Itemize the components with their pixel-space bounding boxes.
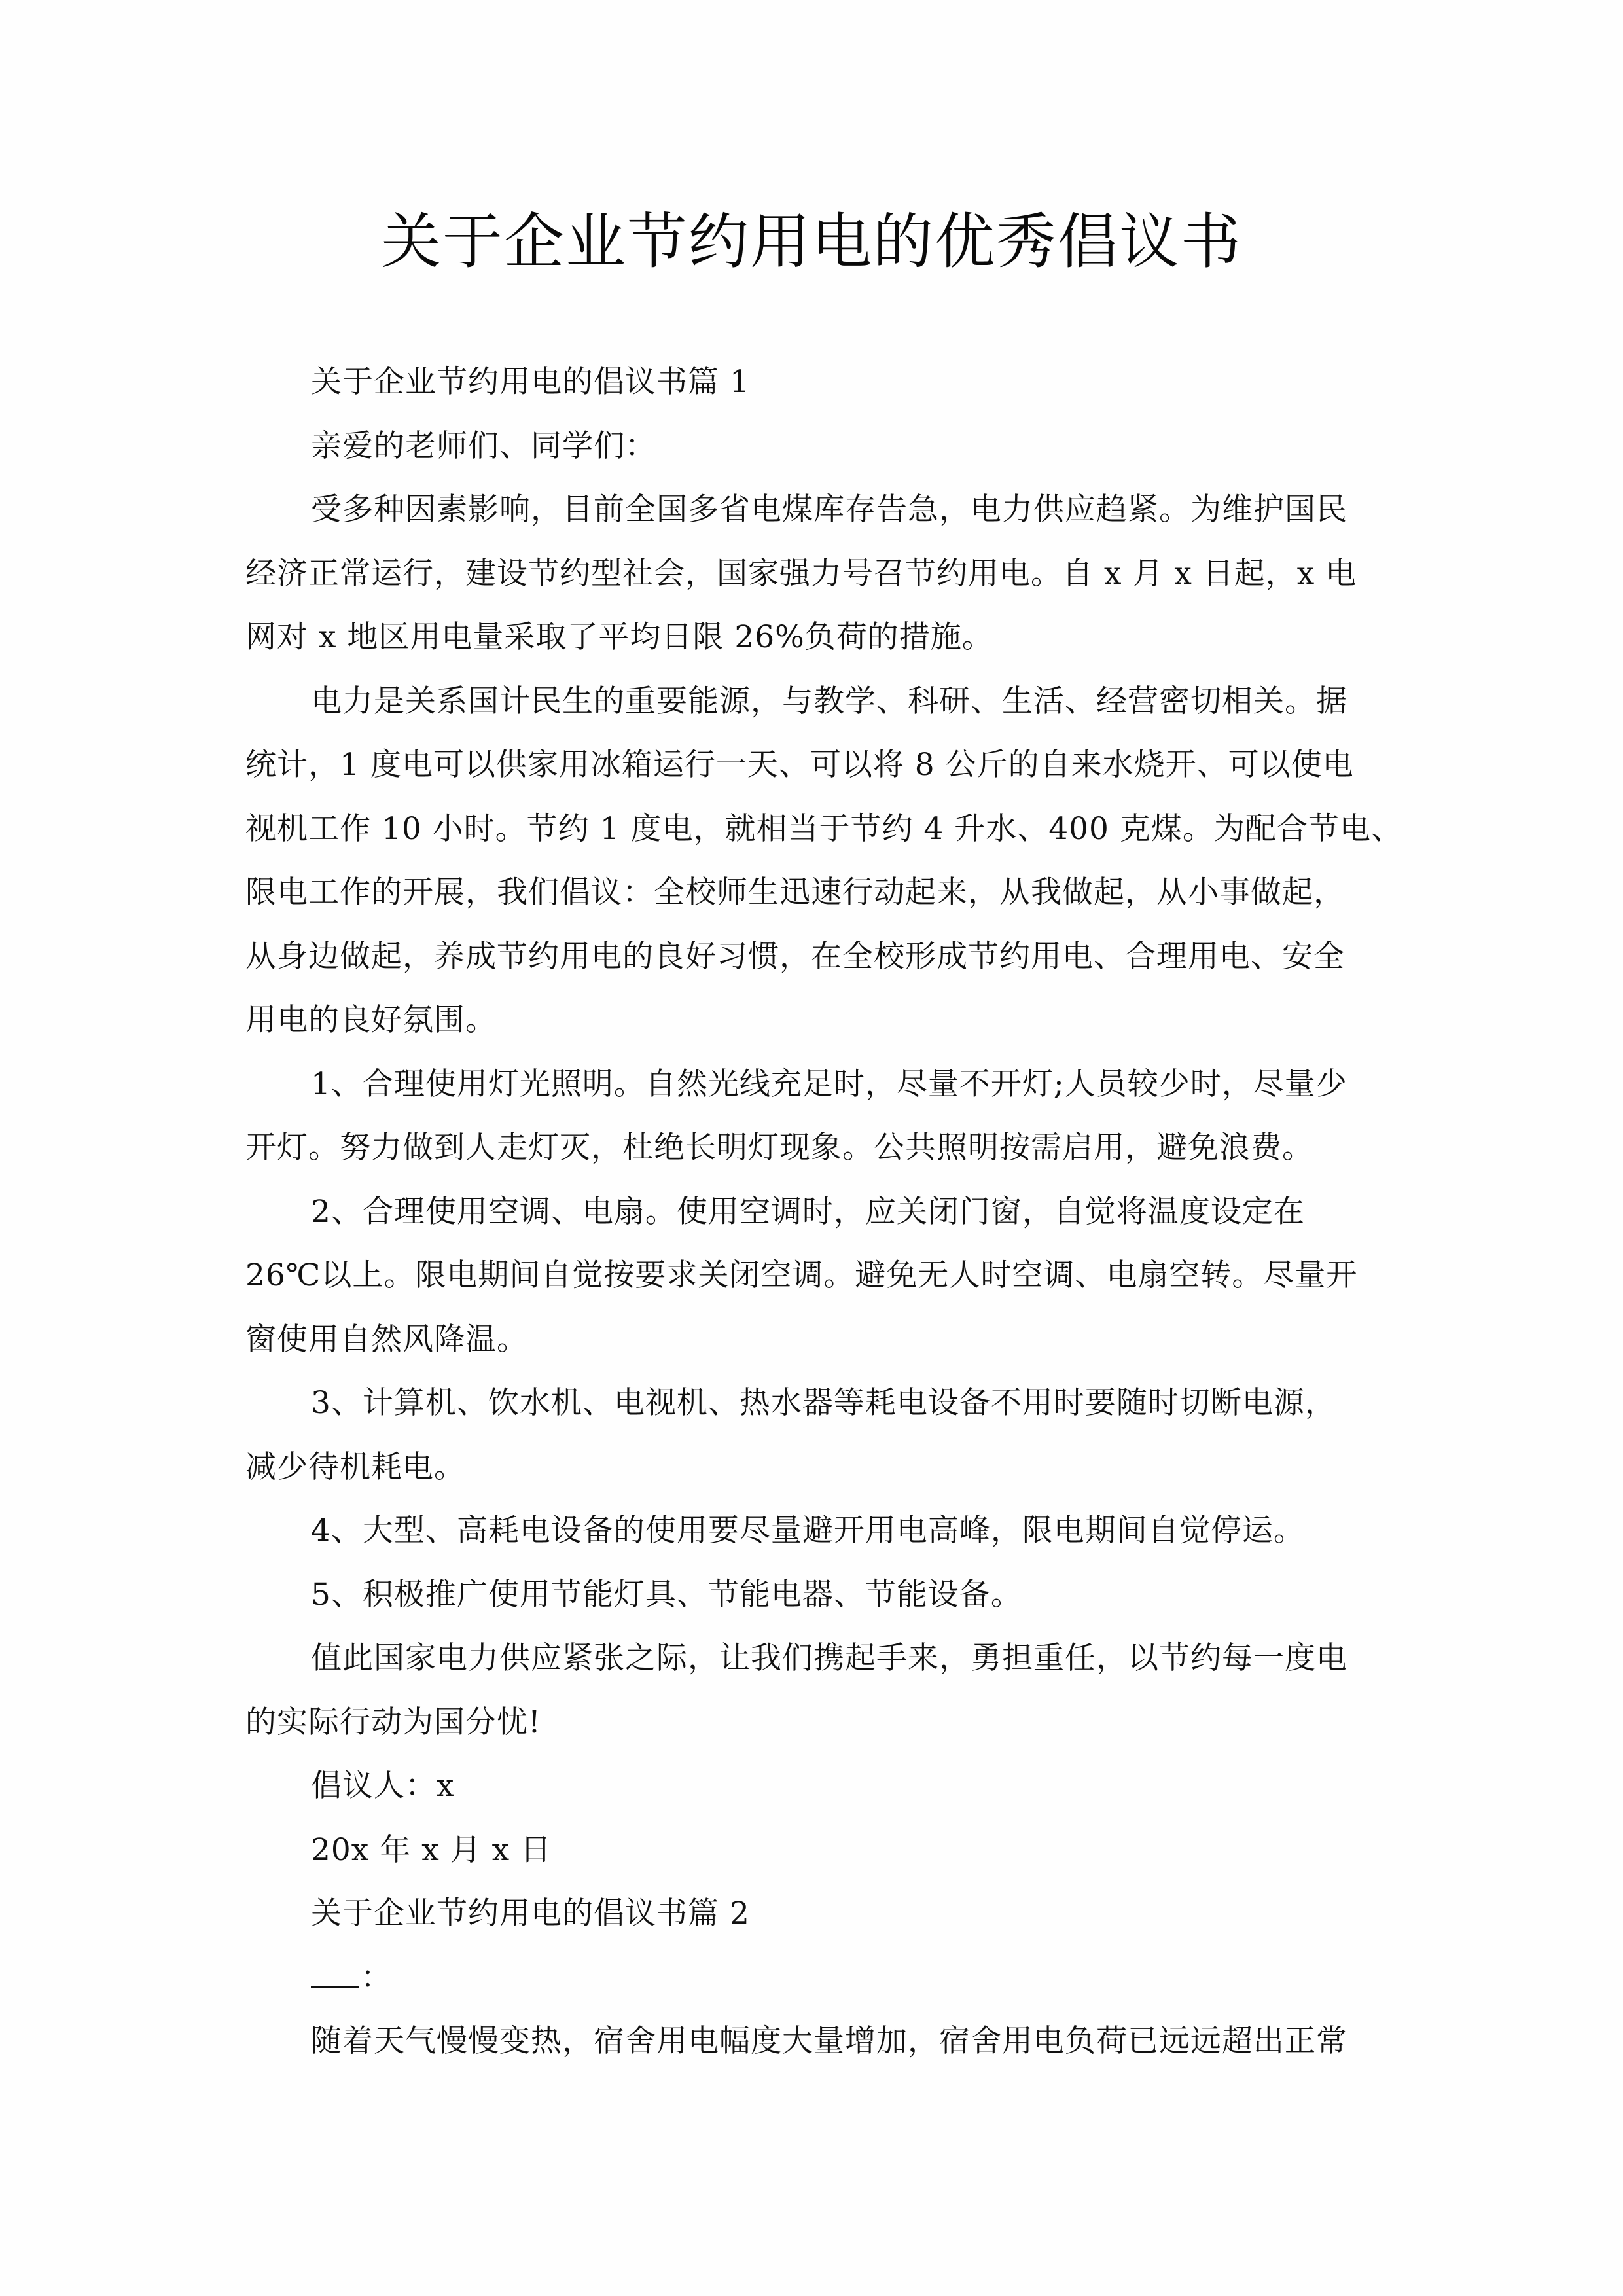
paragraph-line: 用电的良好氛围。 [245, 1002, 497, 1038]
signature: 倡议人：x [311, 1768, 455, 1804]
section-heading-2: 关于企业节约用电的倡议书篇 2 [311, 1895, 750, 1931]
document-body [245, 350, 1402, 2073]
list-item-2: 2、合理使用空调、电扇。使用空调时，应关闭门窗，自觉将温度设定在 [311, 1193, 1305, 1230]
paragraph-line: 网对 x 地区用电量采取了平均日限 26%负荷的措施。 [245, 619, 993, 655]
list-item-1: 1、合理使用灯光照明。自然光线充足时，尽量不开灯;人员较少时，尽量少 [311, 1066, 1347, 1102]
document-title: 关于企业节约用电的优秀倡议书 [380, 207, 1242, 277]
date-line: 20x 年 x 月 x 日 [311, 1831, 552, 1868]
paragraph-line: 统计，1 度电可以供家用冰箱运行一天、可以将 8 公斤的自来水烧开、可以使电 [245, 747, 1354, 783]
list-item-2-cont: 窗使用自然风降温。 [245, 1321, 528, 1357]
salutation-colon: ： [361, 1959, 392, 1996]
list-item-3: 3、计算机、饮水机、电视机、热水器等耗电设备不用时要随时切断电源， [311, 1385, 1336, 1421]
paragraph-line: 电力是关系国计民生的重要能源，与教学、科研、生活、经营密切相关。据 [311, 683, 1347, 719]
paragraph-line: 经济正常运行，建设节约型社会，国家强力号召节约用电。自 x 月 x 日起，x 电 [245, 555, 1357, 592]
list-item-1-cont: 开灯。努力做到人走灯灭，杜绝长明灯现象。公共照明按需启用，避免浪费。 [245, 1130, 1313, 1166]
list-item-4: 4、大型、高耗电设备的使用要尽量避开用电高峰，限电期间自觉停运。 [311, 1513, 1305, 1549]
closing-paragraph-cont: 的实际行动为国分忧! [245, 1704, 541, 1740]
paragraph-line: 限电工作的开展，我们倡议：全校师生迅速行动起来，从我做起，从小事做起， [245, 874, 1345, 910]
list-item-2-cont: 26℃以上。限电期间自觉按要求关闭空调。避免无人时空调、电扇空转。尽量开 [245, 1257, 1358, 1293]
section-heading-1: 关于企业节约用电的倡议书篇 1 [311, 364, 750, 400]
paragraph-line: 随着天气慢慢变热，宿舍用电幅度大量增加，宿舍用电负荷已远远超出正常 [311, 2023, 1347, 2059]
salutation-blank [245, 1946, 1384, 2010]
list-item-3-cont: 减少待机耗电。 [245, 1448, 465, 1485]
list-item-5: 5、积极推广使用节能灯具、节能电器、节能设备。 [311, 1576, 1022, 1613]
blank-underline [311, 1967, 359, 1988]
paragraph-line: 从身边做起，养成节约用电的良好习惯，在全校形成节约用电、合理用电、安全 [245, 938, 1345, 975]
paragraph-line: 受多种因素影响，目前全国多省电煤库存告急，电力供应趋紧。为维护国民 [311, 492, 1347, 528]
salutation: 亲爱的老师们、同学们： [311, 427, 656, 464]
paragraph-line: 视机工作 10 小时。节约 1 度电，就相当于节约 4 升水、400 克煤。为配合节电、 [245, 810, 1402, 847]
closing-paragraph: 值此国家电力供应紧张之际，让我们携起手来，勇担重任，以节约每一度电 [311, 1640, 1347, 1676]
